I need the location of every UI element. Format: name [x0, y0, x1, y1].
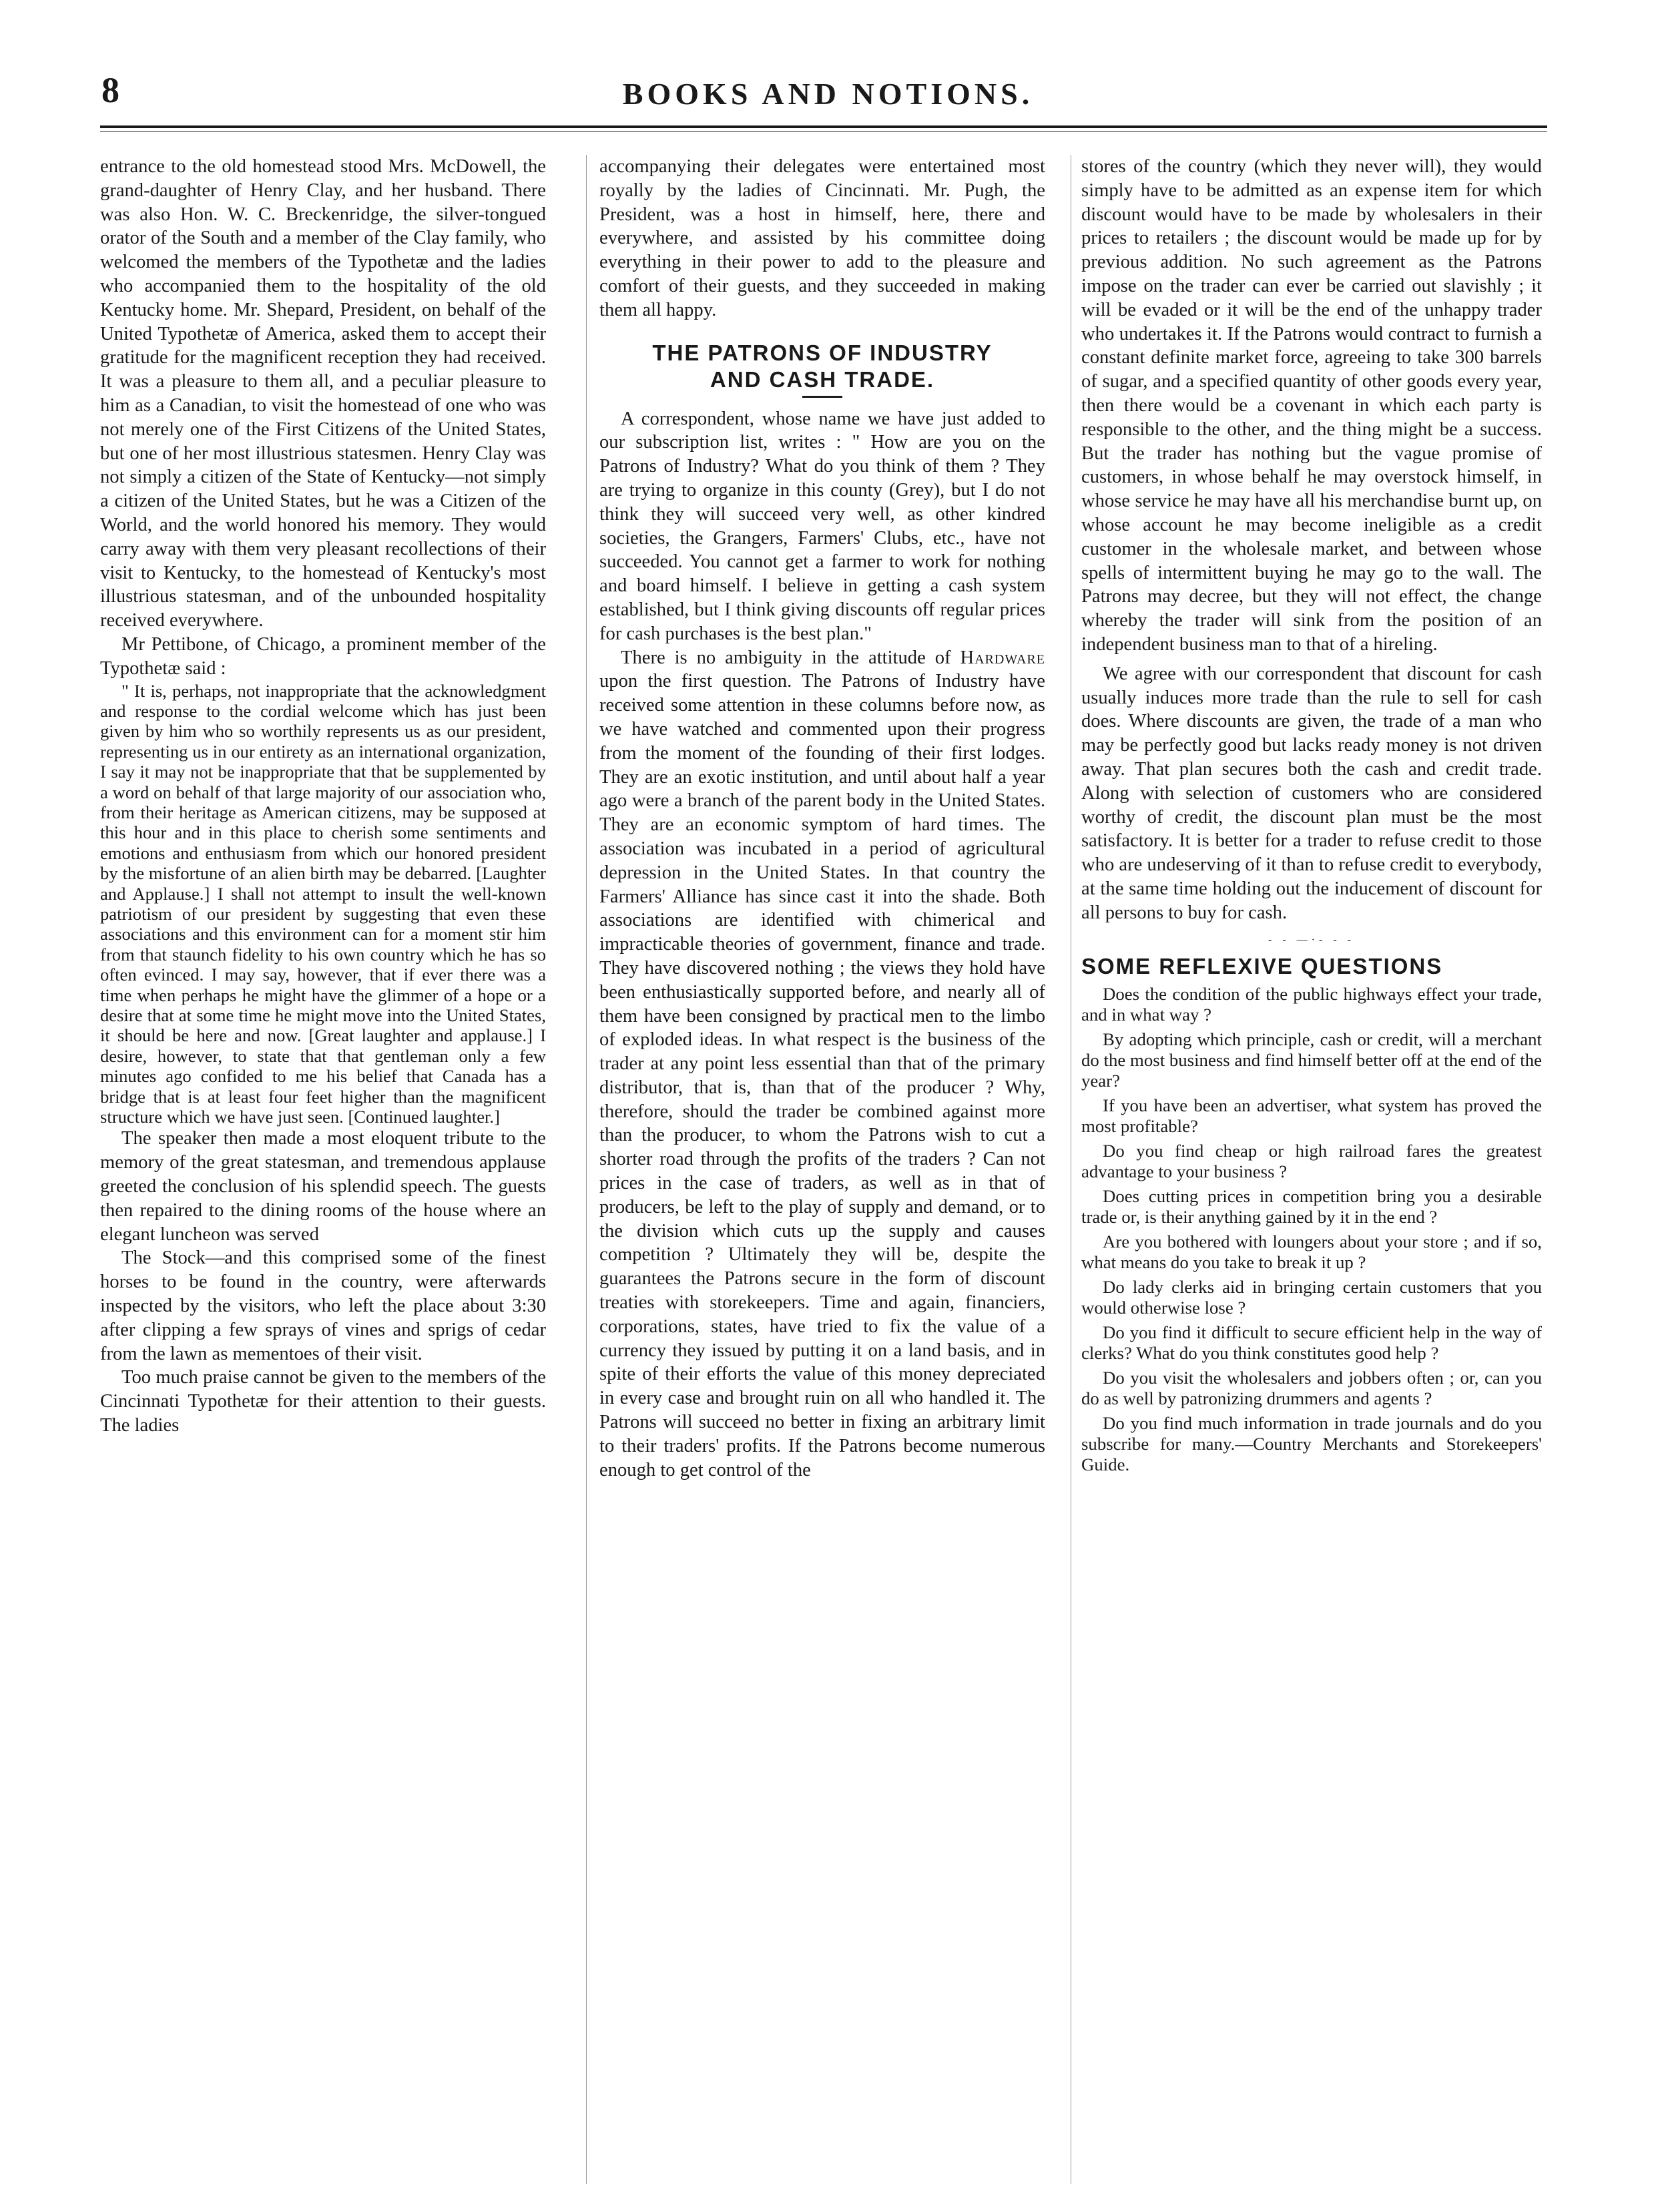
- paragraph: A correspondent, whose name we have just added to our subscription list, writes : " How are you on the Patrons of Industry? What do you think of them ? They are trying to organize in this county (Grey), but I do not think they will succeed very well, as other kindred societies, the Grangers, Farmers' Clubs, etc., have not succeeded. You cannot get a farmer to work for nothing and board himself. I believe in getting a cash system established, but I think giving discounts off regular prices for cash purchases is the best plan.": [599, 408, 1045, 644]
- question: Does the condition of the public highways effect your trade, and in what way ?: [1081, 983, 1542, 1025]
- question-list: [1081, 984, 1542, 1475]
- column-2: [599, 155, 1045, 2184]
- speech-quote: " It is, perhaps, not inappropriate that the acknowledgment and response to the cordial welcome which has just been given by him who so worthily represents us as our president, representing us in our entirety as an international organization, I say it may not be inappropriate that that be supplemented by a word on behalf of that large majority of our association who, from their heritage as American citizens, may be supposed at this hour and in this place to cherish some sentiments and emotions and enthusiasm from which our honored president by the misfortune of an alien birth may be debarred. [Laughter and Applause.] I shall not attempt to insult the well-known patriotism of our president by suggesting that even these associations and this environment can for a moment stir him from that staunch fidelity to his own country which he has so often evinced. I may say, however, that if ever there was a time when perhaps he might have the glimmer of a hope or a desire that at some time he might move into the United States, it should be here and now. [Great laughter and applause.] I desire, however, to state that that gentleman only a few minutes ago confided to me his belief that Canada has a bridge that is at least four feet higher than the magnificent structure which we have just seen. [Continued laughter.]: [100, 680, 546, 1127]
- column-1: [100, 155, 546, 2184]
- paragraph: entrance to the old homestead stood Mrs. McDowell, the grand-daughter of Henry Clay, and her husband. There was also Hon. W. C. Breckenridge, the silver-tongued orator of the South and a member of the Clay family, who welcomed the members of the Typothetæ and the ladies who accompanied them to the hospitality of the old Kentucky home. Mr. Shepard, President, on behalf of the United Typothetæ of America, asked them to accept their gratitude for the magnificent reception they had received. It was a pleasure to them all, and a peculiar pleasure to him as a Canadian, to visit the homestead of one who was not merely one of the First Citizens of the United States, but one of her most illustrious statesmen. Henry Clay was not simply a citizen of the State of Kentucky—not simply a citizen of the United States, but he was a Citizen of the World, and the world honored his memory. They would carry away with them very pleasant recollections of their visit to Kentucky, to the homestead of Kentucky's most illustrious statesman, and of the unbounded hospitality received everywhere.: [100, 156, 546, 631]
- paragraph: [599, 646, 1045, 1482]
- question: If you have been an advertiser, what system has proved the most profitable?: [1081, 1095, 1542, 1136]
- question: Do you find much information in trade journals and do you subscribe for many.—Country Merchants and Storekeepers' Guide.: [1081, 1412, 1542, 1474]
- question: Do you find cheap or high railroad fares the greatest advantage to your business ?: [1081, 1140, 1542, 1181]
- question: Are you bothered with loungers about your store ; and if so, what means do you take to break it up ?: [1081, 1231, 1542, 1272]
- paragraph: stores of the country (which they never will), they would simply have to be admitted as an expense item for which discount would have to be made by wholesalers in their prices to retailers ; the discount would be made up for by previous addition. No such agreement as the Patrons impose on the trader can ever be carried out slavishly ; it will be evaded or it will be the end of the unhappy trader who undertakes it. If the Patrons would contract to furnish a constant definite market force, agreeing to take 300 barrels of sugar, and a specified quantity of other goods every year, then there would be a covenant in which each party is responsible to the other, and the thing might be a success. But the trader has nothing but the vague promise of customers, in whose behalf he may overstock himself, in whose service he may have all his merchandise burnt up, on whose account he may become ineligible as a credit customer in the wholesale market, and between whose spells of intermittent buying he may go to the wall. The Patrons may decree, but they will not effect, the change whereby the trader will sink from the position of an independent business man to that of a hireling.: [1081, 156, 1542, 655]
- page-number: 8: [101, 70, 119, 110]
- column-divider-1: [586, 155, 587, 2184]
- text-run: upon the first question. The Patrons of Industry have received some attention in these columns before now, as we have watched and commented upon their progress from the moment of the founding of their first lodges. They are an exotic institution, and until about half a year ago were a branch of the parent body in the United States. They are an economic symptom of hard times. The association was incubated in a period of agricultural depression in the United States. In that country the Farmers' Alliance has since cast it into the shade. Both associations are identified with chimerical and impracticable theories of government, finance and trade. They have discovered nothing ; the views they hold have been enthusiastically supported before, and nearly all of them have been consigned by practical men to the limbo of exploded ideas. In what respect is the business of the trader at any point less essential than that of the primary distributor, that is, than that of the producer ? Why, therefore, should the trader be combined against more than the producer, to whom the Patrons wish to cut a shorter road through the profits of the traders ? Can not prices in the case of traders, as well as in that of producers, be left to the play of supply and demand, or to the division which cuts up the supply and causes competition ? Ultimately they will be, despite the guarantees the Patrons secure in the form of discount treaties with storekeepers. Time and again, financiers, corporations, states, have tried to fix the value of a currency they issued by putting it on a land basis, and in spite of their efforts the value of this money depreciated in every case and brought ruin on all who handled it. The Patrons will succeed no better in fixing an arbitrary limit to their traders' profits. If the Patrons become numerous enough to get control of the: [599, 671, 1045, 1480]
- paragraph: accompanying their delegates were entertained most royally by the ladies of Cincinnati. Mr. Pugh, the President, was a host in himself, here, there and everywhere, and assisted by his committee doing everything in their power to add to the pleasure and comfort of their guests, and they succeeded in making them all happy.: [599, 156, 1045, 320]
- masthead-title: BOOKS AND NOTIONS.: [622, 77, 1034, 111]
- section-heading: SOME REFLEXIVE QUESTIONS: [1081, 953, 1443, 979]
- paragraph: The Stock—and this comprised some of the finest horses to be found in the country, were afterwards inspected by the visitors, who left the place about 3:30 after clipping a few sprays of vines and sprigs of cedar from the lawn as mementoes of their visit.: [100, 1248, 546, 1364]
- paragraph: The speaker then made a most eloquent tribute to the memory of the great statesman, and tremendous applause greeted the conclusion of his splendid speech. The guests then repaired to the dining rooms of the house where an elegant luncheon was served: [100, 1128, 546, 1245]
- column-3: [1081, 155, 1542, 2184]
- question: Do you visit the wholesalers and jobbers often ; or, can you do as well by patronizing drummers and agents ?: [1081, 1367, 1542, 1408]
- paragraph: Mr Pettibone, of Chicago, a prominent member of the Typothetæ said :: [100, 633, 546, 679]
- text-run: There is no ambiguity in the attitude of: [621, 647, 960, 668]
- header-rule-thick: [100, 125, 1547, 128]
- section-divider: - - —·- - -: [1268, 934, 1355, 946]
- paragraph: We agree with our correspondent that discount for cash usually induces more trade than the rule to sell for cash does. Where discounts are given, the trade of a man who may be perfectly good but lacks ready money is not driven away. That plan secures both the cash and credit trade. Along with selection of customers who are considered worthy of credit, the discount plan must be the most satisfactory. It is better for a trader to refuse credit to those who are undeserving of it than to refuse credit to everybody, at the same time holding out the inducement of discount for all persons to buy for cash.: [1081, 663, 1542, 923]
- question: By adopting which principle, cash or credit, will a merchant do the most business and find himself better off at the end of the year?: [1081, 1029, 1542, 1091]
- publication-name: Hardware: [960, 647, 1045, 668]
- heading-line: THE PATRONS OF INDUSTRY: [652, 340, 993, 365]
- heading-line: AND CASH TRADE.: [710, 366, 935, 392]
- question: Do you find it difficult to secure efficient help in the way of clerks? What do you think constitutes good help ?: [1081, 1322, 1542, 1363]
- question: Do lady clerks aid in bringing certain customers that you would otherwise lose ?: [1081, 1276, 1542, 1318]
- article-heading: [599, 340, 1045, 393]
- heading-rule: [802, 396, 842, 398]
- paragraph: Too much praise cannot be given to the members of the Cincinnati Typothetæ for their attention to their guests. The ladies: [100, 1367, 546, 1436]
- question: Does cutting prices in competition bring you a desirable trade or, is their anything gained by it in the end ?: [1081, 1185, 1542, 1227]
